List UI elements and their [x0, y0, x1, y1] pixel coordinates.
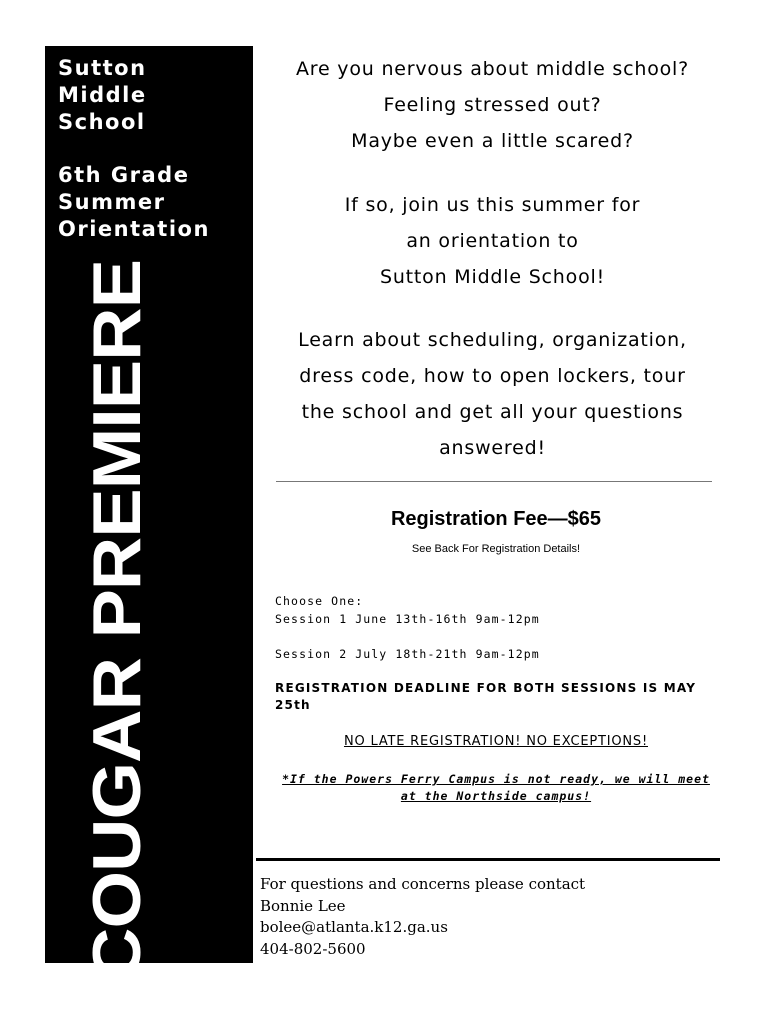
intro-line: the school and get all your questions [301, 401, 684, 423]
contact-block [260, 874, 585, 960]
school-name-line: Sutton [58, 56, 147, 80]
school-name-line: School [58, 110, 146, 134]
intro-line: Maybe even a little scared? [351, 130, 634, 152]
intro-line: Learn about scheduling, organization, [298, 329, 687, 351]
session-item: Session 1 June 13th-16th 9am-12pm [275, 612, 540, 626]
program-name-line: Orientation [58, 217, 210, 241]
registration-note: See Back For Registration Details! [411, 543, 581, 555]
school-name-line: Middle [58, 83, 147, 107]
intro-line: an orientation to [406, 230, 579, 252]
contact-intro: For questions and concerns please contact [260, 875, 586, 893]
vertical-title: COUGAR PREMIERE [78, 260, 155, 981]
intro-line: Feeling stressed out? [383, 94, 602, 116]
intro-line: Are you nervous about middle school? [295, 58, 690, 80]
program-name-line: 6th Grade [58, 163, 190, 187]
school-name [58, 55, 147, 136]
sidebar-panel [45, 46, 253, 981]
campus-notice: *If the Powers Ferry Campus is not ready, we will meet at the Northside campus! [282, 772, 710, 803]
intro-line: dress code, how to open lockers, tour [299, 365, 686, 387]
contact-email: bolee@atlanta.k12.ga.us [260, 918, 448, 936]
choose-label: Choose One: [275, 594, 364, 608]
divider-thick [256, 858, 720, 861]
contact-name: Bonnie Lee [260, 896, 346, 915]
intro-line: Sutton Middle School! [379, 266, 605, 288]
divider-thin [276, 481, 712, 482]
registration-fee: Registration Fee—$65 [390, 508, 602, 530]
program-name [58, 162, 210, 243]
session-item: Session 2 July 18th-21th 9am-12pm [275, 647, 540, 661]
program-name-line: Summer [58, 190, 166, 214]
intro-line: If so, join us this summer for [344, 194, 641, 216]
intro-line: answered! [439, 437, 546, 459]
no-late-notice: NO LATE REGISTRATION! NO EXCEPTIONS! [343, 734, 648, 749]
contact-phone: 404-802-5600 [260, 939, 366, 958]
deadline-notice: REGISTRATION DEADLINE FOR BOTH SESSIONS IS MAY 25th [275, 681, 697, 712]
